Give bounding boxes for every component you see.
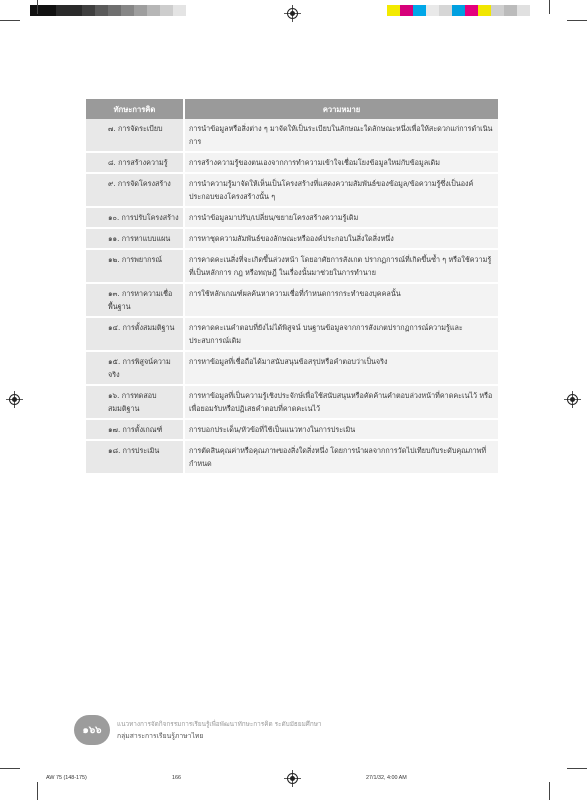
- color-swatch: [400, 5, 413, 16]
- skill-meaning: การหาข้อมูลที่เชื่อถือได้มาสนับสนุนข้อสรุปหรือคำตอบว่าเป็นจริง: [184, 351, 498, 385]
- table-row: [86, 317, 498, 351]
- skill-meaning: การบอกประเด็น/หัวข้อที่ใช้เป็นแนวทางในการประเมิน: [184, 419, 498, 440]
- registration-mark-icon: [284, 770, 301, 787]
- table-row: [86, 351, 498, 385]
- slug-file: AW 75 (148-175): [46, 775, 87, 781]
- skill-term: ๗. การจัดระเบียบ: [86, 119, 184, 152]
- skill-term: ๑๓. การหาความเชื่อพื้นฐาน: [86, 283, 184, 317]
- crop-mark: [0, 768, 20, 769]
- table-header-row: [86, 99, 498, 119]
- gray-swatch: [186, 5, 199, 16]
- gray-swatch: [134, 5, 147, 16]
- gray-swatch: [95, 5, 108, 16]
- color-swatch: [439, 5, 452, 16]
- color-swatch: [530, 5, 543, 16]
- skill-meaning: การตัดสินคุณค่าหรือคุณภาพของสิ่งใดสิ่งหนึ่ง โดยการนำผลจากการวัดไปเทียบกับระดับคุณภาพที่กำหนด: [184, 440, 498, 474]
- table-row: [86, 283, 498, 317]
- skill-term: ๑๒. การพยากรณ์: [86, 249, 184, 283]
- skill-term: ๙. การจัดโครงสร้าง: [86, 173, 184, 207]
- skill-term: ๑๑. การหาแบบแผน: [86, 228, 184, 249]
- crop-mark: [37, 782, 38, 800]
- subject-group: กลุ่มสาระการเรียนรู้ภาษาไทย: [117, 732, 204, 740]
- color-swatch: [452, 5, 465, 16]
- crop-mark: [37, 0, 38, 14]
- table-row: [86, 173, 498, 207]
- table-row: [86, 385, 498, 419]
- skill-term: ๑๔. การตั้งสมมติฐาน: [86, 317, 184, 351]
- skill-term: ๘. การสร้างความรู้: [86, 152, 184, 173]
- registration-mark-icon: [564, 391, 581, 408]
- gray-swatch: [82, 5, 95, 16]
- table-row: [86, 419, 498, 440]
- crop-mark: [567, 768, 587, 769]
- table-row: [86, 228, 498, 249]
- skill-term: ๑๐. การปรับโครงสร้าง: [86, 207, 184, 228]
- crop-mark: [567, 20, 587, 21]
- color-swatch: [504, 5, 517, 16]
- skill-term: ๑๖. การทดสอบสมมติฐาน: [86, 385, 184, 419]
- table-row: [86, 249, 498, 283]
- color-swatch: [465, 5, 478, 16]
- gray-swatch: [108, 5, 121, 16]
- header-thinking-skill: ทักษะการคิด: [86, 99, 184, 119]
- crop-mark: [0, 20, 20, 21]
- skill-meaning: การใช้หลักเกณฑ์ผลค้นหาความเชื่อที่กำหนดการกระทำของบุคคลนั้น: [184, 283, 498, 317]
- gray-swatch: [56, 5, 69, 16]
- skill-term: ๑๗. การตั้งเกณฑ์: [86, 419, 184, 440]
- gray-swatch: [69, 5, 82, 16]
- color-calibration-bar: [387, 5, 556, 16]
- header-meaning: ความหมาย: [184, 99, 498, 119]
- table-row: [86, 119, 498, 152]
- skill-meaning: การคาดคะเนคำตอบที่ยังไม่ได้พิสูจน์ บนฐานข้อมูลจากการสังเกตปรากฏการณ์ความรู้และประสบการณ์เดิม: [184, 317, 498, 351]
- skill-term: ๑๕. การพิสูจน์ความจริง: [86, 351, 184, 385]
- skill-meaning: การหาข้อมูลที่เป็นความรู้เชิงประจักษ์เพื่อใช้สนับสนุนหรือคัดค้านคำตอบล่วงหน้าที่คาดคะเนไว้ หรือเพื่อยอมรับหรือปฏิเสธคำตอบที่คาดคะเนไว้: [184, 385, 498, 419]
- crop-mark: [549, 0, 550, 14]
- skill-meaning: การนำข้อมูลหรือสิ่งต่าง ๆ มาจัดให้เป็นระเบียบในลักษณะใดลักษณะหนึ่งเพื่อให้สะดวกแก่การดำเนินการ: [184, 119, 498, 152]
- page-number: ๑๖๖: [82, 724, 102, 736]
- color-swatch: [426, 5, 439, 16]
- skill-meaning: การนำความรู้มาจัดให้เห็นเป็นโครงสร้างที่แสดงความสัมพันธ์ของข้อมูล/ข้อความรู้ซึ่งเป็นองค์ประกอบของโครงสร้างนั้น ๆ: [184, 173, 498, 207]
- slug-timestamp: 27/1/32, 4:00 AM: [366, 775, 407, 781]
- table-row: [86, 152, 498, 173]
- book-description: แนวทางการจัดกิจกรรมการเรียนรู้เพื่อพัฒนาทักษะการคิด ระดับมัธยมศึกษา: [117, 720, 322, 728]
- skill-meaning: การสร้างความรู้ของตนเองจากการทำความเข้าใจเชื่อมโยงข้อมูลใหม่กับข้อมูลเดิม: [184, 152, 498, 173]
- skill-term: ๑๘. การประเมิน: [86, 440, 184, 474]
- color-swatch: [491, 5, 504, 16]
- color-swatch: [413, 5, 426, 16]
- color-swatch: [478, 5, 491, 16]
- gray-swatch: [121, 5, 134, 16]
- skill-meaning: การหาชุดความสัมพันธ์ของลักษณะหรือองค์ประกอบในสิ่งใดสิ่งหนึ่ง: [184, 228, 498, 249]
- color-swatch: [517, 5, 530, 16]
- table-row: [86, 440, 498, 474]
- table-row: [86, 207, 498, 228]
- gray-swatch: [147, 5, 160, 16]
- registration-mark-icon: [284, 5, 301, 22]
- table-body: [86, 119, 498, 474]
- registration-mark-icon: [6, 391, 23, 408]
- thinking-skills-table: [86, 99, 498, 475]
- color-swatch: [387, 5, 400, 16]
- page-number-badge: [74, 715, 110, 745]
- gray-swatch: [160, 5, 173, 16]
- gray-calibration-bar: [30, 5, 199, 16]
- gray-swatch: [43, 5, 56, 16]
- gray-swatch: [173, 5, 186, 16]
- skill-meaning: การนำข้อมูลมาปรับ/เปลี่ยน/ขยายโครงสร้างความรู้เดิม: [184, 207, 498, 228]
- skill-meaning: การคาดคะเนสิ่งที่จะเกิดขึ้นล่วงหน้า โดยอาศัยการสังเกต ปรากฏการณ์ที่เกิดขึ้นซ้ำ ๆ หรือใช้ความรู้ที่เป็นหลักการ กฎ หรือทฤษฎี ในเรื่องนั้นมาช่วยในการทำนาย: [184, 249, 498, 283]
- slug-page: 166: [172, 775, 181, 781]
- crop-mark: [549, 782, 550, 800]
